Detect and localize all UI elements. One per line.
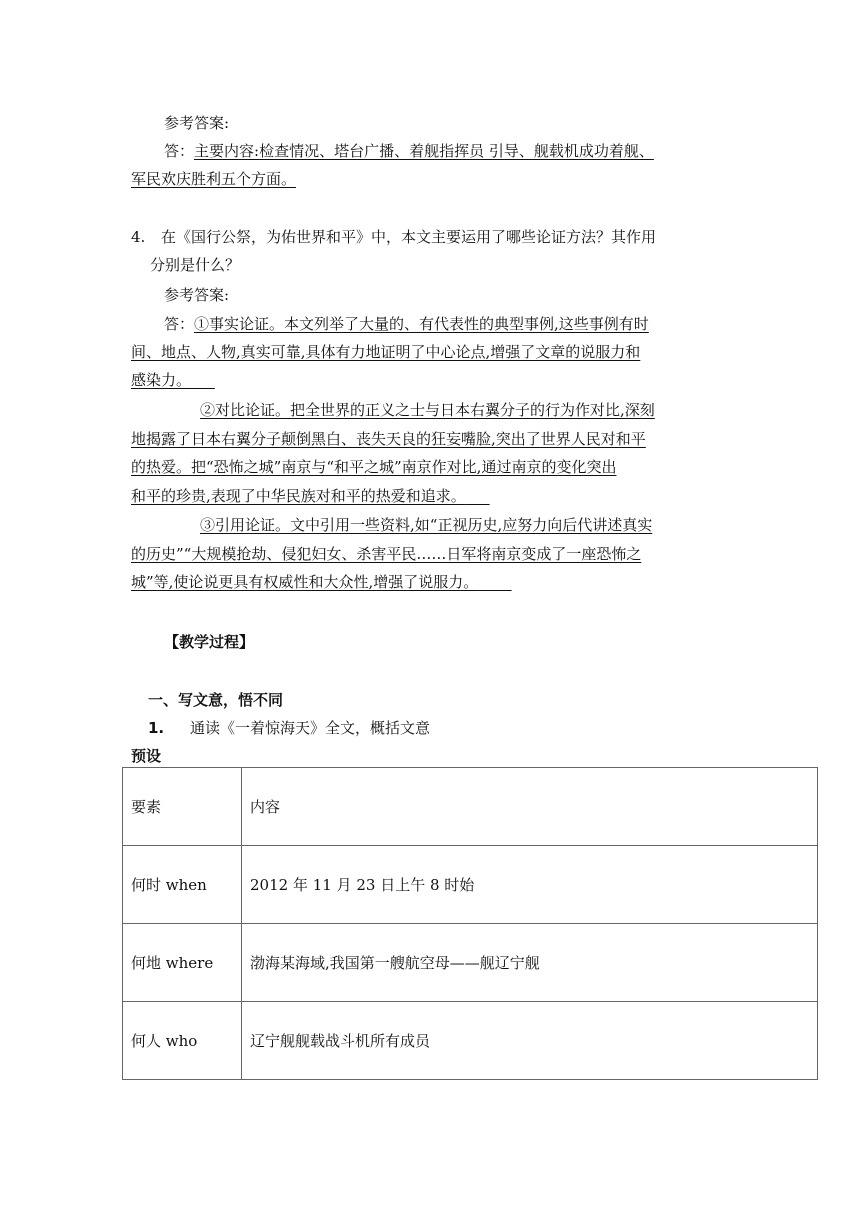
q3-answer-line2: 军民欢庆胜利五个方面。 bbox=[131, 170, 297, 188]
q4-answer-line bbox=[164, 313, 649, 335]
q3-answer-prefix: 答： bbox=[164, 142, 195, 160]
q4-p2-line3: 的热爱。把“恐怖之城”南京与“和平之城”南京作对比,通过南京的变化突出 bbox=[131, 458, 617, 476]
table-row bbox=[123, 1002, 818, 1080]
table-cell: 何地 where bbox=[123, 924, 242, 1002]
elements-table bbox=[122, 767, 818, 1080]
q4-reference-label: 参考答案: bbox=[164, 286, 230, 304]
q4-p3-line3: 城”等,使论说更具有权威性和大众性,增强了说服力。 bbox=[131, 573, 479, 591]
q4-p1-line1: ①事实论证。本文列举了大量的、有代表性的典型事例,这些事例有时 bbox=[194, 315, 649, 333]
q4-p3-line1: ③引用论证。文中引用一些资料,如“正视历史,应努力向后代讲述真实 bbox=[200, 516, 653, 534]
teaching-process-heading: 【教学过程】 bbox=[164, 633, 255, 651]
q4-p1-line2: 间、地点、人物,真实可靠,具体有力地证明了中心论点,增强了文章的说服力和 bbox=[131, 343, 641, 361]
table-cell: 辽宁舰舰载战斗机所有成员 bbox=[242, 1002, 818, 1080]
q3-answer-line1 bbox=[164, 140, 654, 162]
item-text-1: 通读《一着惊海天》全文，概括文意 bbox=[190, 719, 431, 737]
table-row bbox=[123, 846, 818, 924]
q4-p2-line2: 地揭露了日本右翼分子颠倒黑白、丧失天良的狂妄嘴脸,突出了世界人民对和平 bbox=[131, 430, 646, 448]
table-row bbox=[123, 924, 818, 1002]
item-number-1: 1. bbox=[148, 719, 165, 737]
preset-label: 预设 bbox=[131, 747, 162, 765]
table-cell: 渤海某海域,我国第一艘航空母——舰辽宁舰 bbox=[242, 924, 818, 1002]
table-cell: 何人 who bbox=[123, 1002, 242, 1080]
section-heading-1: 一、写文意，悟不同 bbox=[148, 691, 284, 709]
q4-question-line2: 分别是什么？ bbox=[150, 256, 241, 274]
q4-answer-prefix: 答： bbox=[164, 315, 195, 333]
q3-answer-text1: 主要内容:检查情况、塔台广播、着舰指挥员 引导、舰载机成功着舰、 bbox=[194, 142, 654, 160]
q4-p2-line4: 和平的珍贵,表现了中华民族对和平的热爱和追求。 bbox=[131, 487, 466, 505]
table-header-row bbox=[123, 768, 818, 846]
q4-p3-line2: 的历史”“大规模抢劫、侵犯妇女、杀害平民……日军将南京变成了一座恐怖之 bbox=[131, 545, 642, 563]
q3-reference-label: 参考答案: bbox=[164, 114, 230, 132]
q4-number: 4. bbox=[131, 228, 146, 246]
table-cell: 何时 when bbox=[123, 846, 242, 924]
q4-p1-line3: 感染力。 bbox=[131, 371, 192, 389]
table-header-cell: 要素 bbox=[123, 768, 242, 846]
q4-question-line1: 在《国行公祭，为佑世界和平》中，本文主要运用了哪些论证方法？其作用 bbox=[161, 228, 657, 246]
table-cell: 2012 年 11 月 23 日上午 8 时始 bbox=[242, 846, 818, 924]
q4-p2-line1: ②对比论证。把全世界的正义之士与日本右翼分子的行为作对比,深刻 bbox=[200, 401, 655, 419]
table-header-cell: 内容 bbox=[242, 768, 818, 846]
